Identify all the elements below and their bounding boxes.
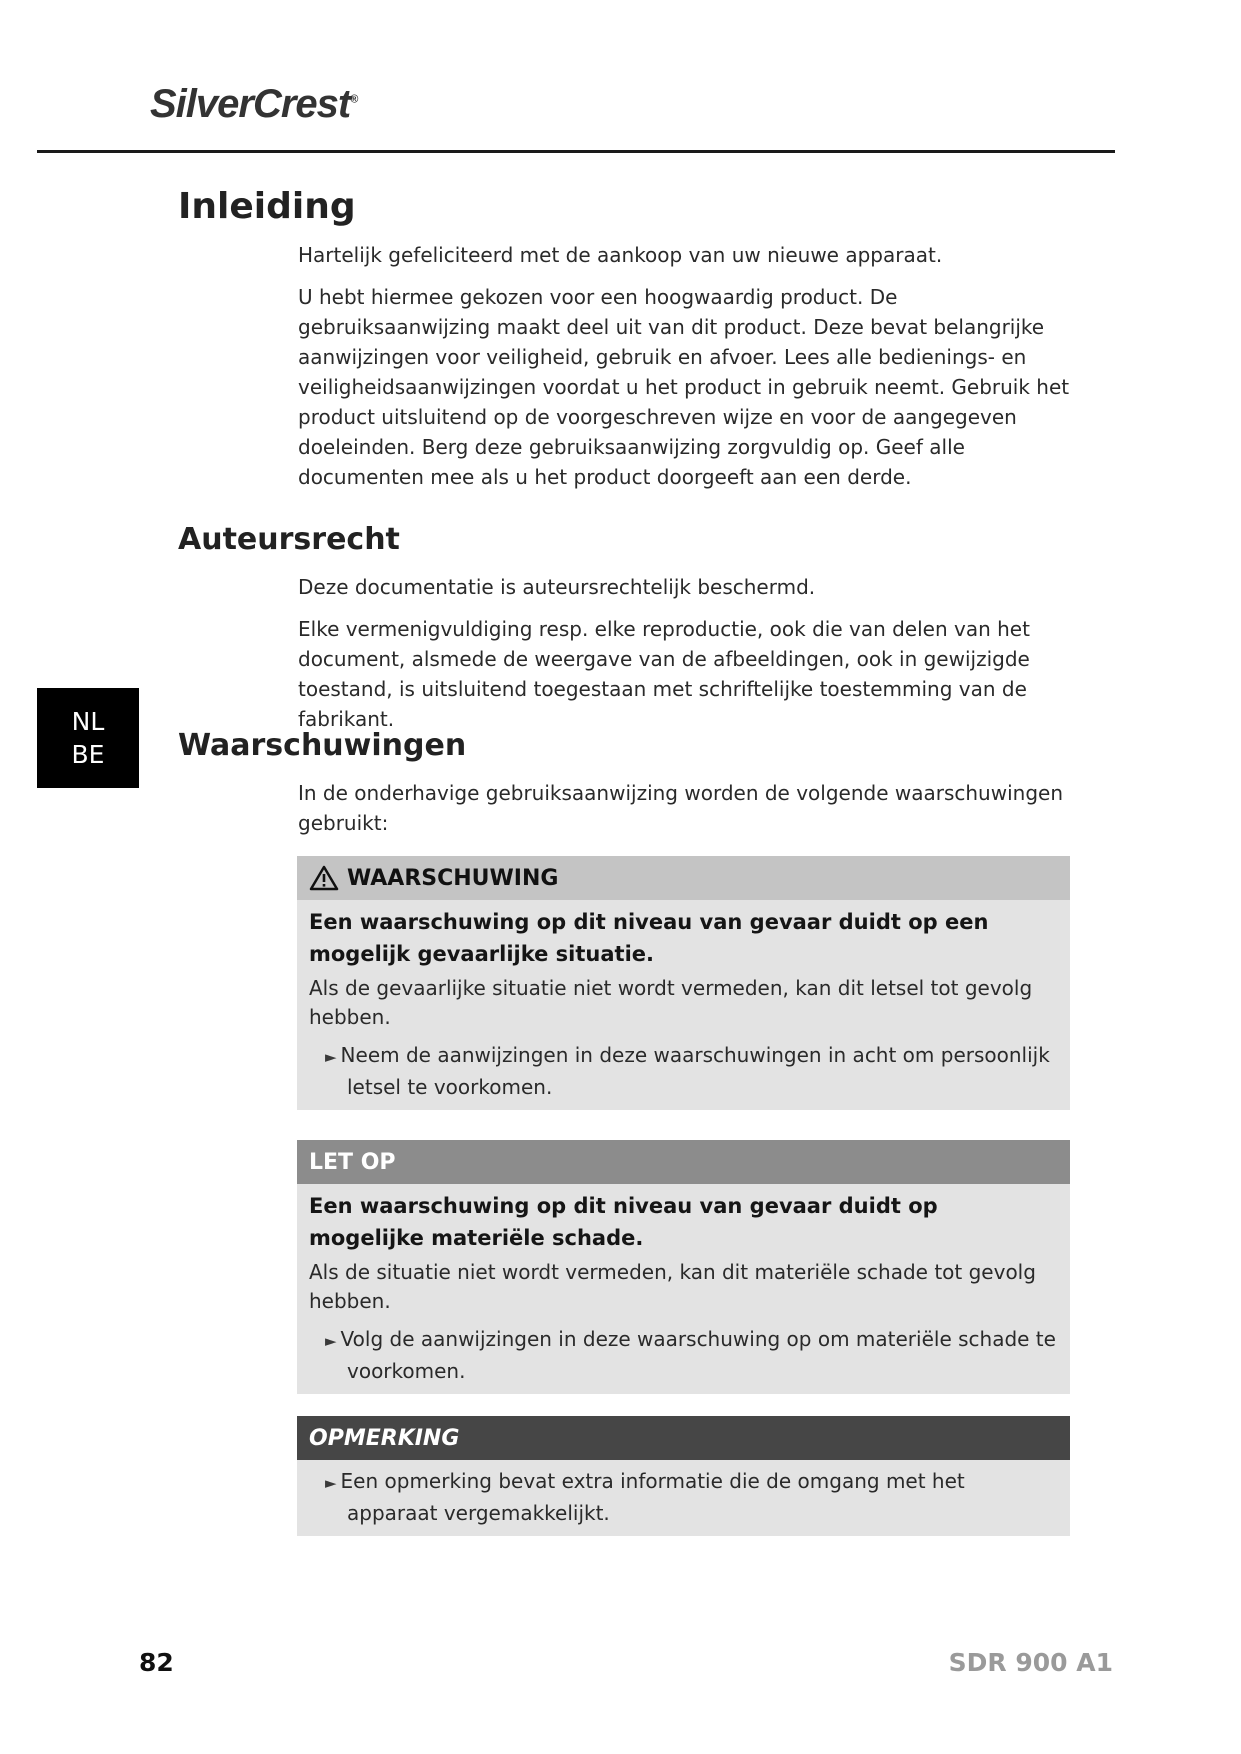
- language-tab-line2: BE: [71, 740, 105, 769]
- copyright-paragraph-2: Elke vermenigvuldiging resp. elke reproductie, ook die van delen van het document, alsmede de weergave van de afbeeldingen, ook in gewijzigde toestand, is uitsluitend toegestaan met schriftelijke toestemming van de fabrikant.: [298, 617, 1030, 731]
- warning-box-header: [297, 856, 1070, 900]
- warning-box-bullet-text: Neem de aanwijzingen in deze waarschuwingen in acht om persoonlijk letsel te voorkomen.: [340, 1043, 1050, 1099]
- warnings-paragraph-1: In de onderhavige gebruiksaanwijzing worden de volgende waarschuwingen gebruikt:: [298, 781, 1063, 835]
- warning-box-title: WAARSCHUWING: [347, 865, 559, 891]
- page-number: 82: [139, 1648, 174, 1677]
- bullet-arrow-icon: ►: [325, 1048, 337, 1066]
- caution-box: [297, 1140, 1070, 1394]
- warning-triangle-icon: [309, 865, 339, 891]
- note-box: [297, 1416, 1070, 1536]
- brand-logo-text: SilverCrest: [150, 82, 351, 126]
- intro-paragraph-1: Hartelijk gefeliciteerd met de aankoop van uw nieuwe apparaat.: [298, 243, 943, 267]
- caution-box-header: [297, 1140, 1070, 1184]
- intro-heading: Inleiding: [178, 186, 356, 227]
- bullet-arrow-icon: ►: [325, 1332, 337, 1350]
- header-rule: [37, 150, 1115, 153]
- caution-box-bullet: [309, 1324, 1058, 1386]
- brand-logo: [150, 82, 357, 127]
- intro-paragraph-2: U hebt hiermee gekozen voor een hoogwaardig product. De gebruiksaanwijzing maakt deel uit van dit product. Deze bevat belangrijke aanwijzingen voor veiligheid, gebruik en afvoer. Lees alle bedienings- en veiligheidsaanwijzingen voordat u het product in gebruik neemt. Gebruik het product uitsluitend op de voorgeschreven wijze en voor de aangegeven doeleinden. Berg deze gebruiksaanwijzing zorgvuldig op. Geef alle documenten mee als u het product doorgeeft aan een derde.: [298, 285, 1070, 489]
- warning-box-bold: Een waarschuwing op dit niveau van gevaar duidt op een mogelijk gevaarlijke situatie.: [309, 910, 989, 966]
- caution-box-text: Als de situatie niet wordt vermeden, kan dit materiële schade tot gevolg hebben.: [309, 1260, 1036, 1313]
- copyright-paragraph-1: Deze documentatie is auteursrechtelijk beschermd.: [298, 575, 816, 599]
- language-tab: [37, 688, 139, 788]
- caution-box-bold: Een waarschuwing op dit niveau van gevaar duidt op mogelijke materiële schade.: [309, 1194, 938, 1250]
- copyright-heading: Auteursrecht: [178, 522, 400, 557]
- warnings-heading: Waarschuwingen: [178, 728, 467, 763]
- bullet-arrow-icon: ►: [325, 1474, 337, 1492]
- caution-box-bullet-text: Volg de aanwijzingen in deze waarschuwing op om materiële schade te voorkomen.: [340, 1327, 1056, 1383]
- note-box-bullet-text: Een opmerking bevat extra informatie die de omgang met het apparaat vergemakkelijkt.: [340, 1469, 965, 1525]
- language-tab-line1: NL: [71, 707, 105, 736]
- caution-box-title: LET OP: [309, 1149, 396, 1175]
- warning-box-text: Als de gevaarlijke situatie niet wordt vermeden, kan dit letsel tot gevolg hebben.: [309, 976, 1033, 1029]
- warning-box: [297, 856, 1070, 1110]
- note-box-bullet: [309, 1466, 1058, 1528]
- note-box-header: [297, 1416, 1070, 1460]
- warning-box-bullet: [309, 1040, 1058, 1102]
- registered-mark: ®: [350, 93, 358, 106]
- note-box-title: OPMERKING: [309, 1425, 460, 1451]
- model-number: SDR 900 A1: [948, 1648, 1113, 1677]
